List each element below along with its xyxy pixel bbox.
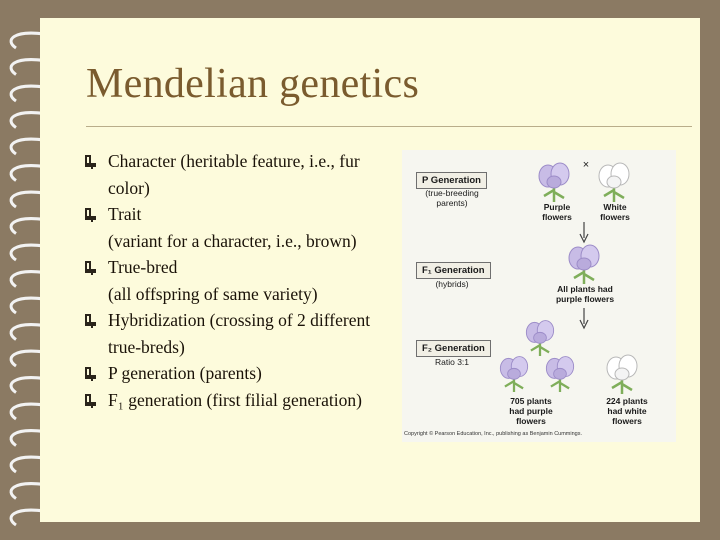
bullet-text: Character (heritable feature, i.e., fur color) [108, 151, 360, 198]
f2-ratio: Ratio 3:1 [434, 357, 470, 367]
bullet-item [82, 387, 404, 414]
bullet-text: Trait (variant for a character, i.e., brown) [108, 204, 357, 251]
pencil-check-icon [82, 311, 98, 329]
down-arrow-icon [578, 308, 590, 330]
white-flower-icon [592, 158, 636, 202]
bullet-text: P generation (parents) [108, 363, 262, 383]
bullet-text: Hybridization (crossing of 2 different true-breds) [108, 310, 371, 357]
bullet-item [82, 307, 404, 360]
f1-generation-sub: (hybrids) [435, 279, 469, 289]
bullet-text: True-bred (all offspring of same variety) [108, 257, 318, 304]
bullet-item [82, 148, 404, 201]
bullet-text: F₁ generation (first filial generation) [108, 389, 362, 410]
pencil-check-icon [82, 205, 98, 223]
p-generation-sub: (true-breeding parents) [425, 188, 479, 208]
purple-flowers-label: Purple flowers [542, 202, 572, 222]
purple-flower-icon [494, 352, 534, 392]
f2-purple-count: 705 plants had purple flowers [509, 396, 553, 426]
mendel-cross-figure [402, 150, 676, 442]
p-generation-label: P Generation [416, 172, 487, 189]
f1-generation-label: F₁ Generation [416, 262, 491, 279]
white-flower-icon [600, 350, 644, 394]
bullet-item [82, 201, 404, 254]
f2-generation-label: F₂ Generation [416, 340, 491, 357]
slide-title: Mendelian genetics [86, 61, 420, 107]
copyright-caption: Copyright © Pearson Education, Inc., publishing as Benjamin Cummings. [404, 431, 583, 437]
white-flowers-label: White flowers [600, 202, 630, 222]
purple-flower-icon [562, 240, 606, 284]
bullet-item [82, 254, 404, 307]
pencil-check-icon [82, 258, 98, 276]
purple-flower-icon [532, 158, 576, 202]
f1-note: All plants had purple flowers [555, 284, 615, 304]
bullet-item [82, 360, 404, 387]
cross-symbol: × [582, 159, 590, 171]
purple-flower-icon [540, 352, 580, 392]
bullet-list [82, 148, 404, 413]
pencil-check-icon [82, 391, 98, 409]
pencil-check-icon [82, 152, 98, 170]
title-divider [86, 126, 692, 127]
f2-white-count: 224 plants had white flowers [606, 396, 648, 426]
pencil-check-icon [82, 364, 98, 382]
purple-flower-icon [520, 316, 560, 356]
